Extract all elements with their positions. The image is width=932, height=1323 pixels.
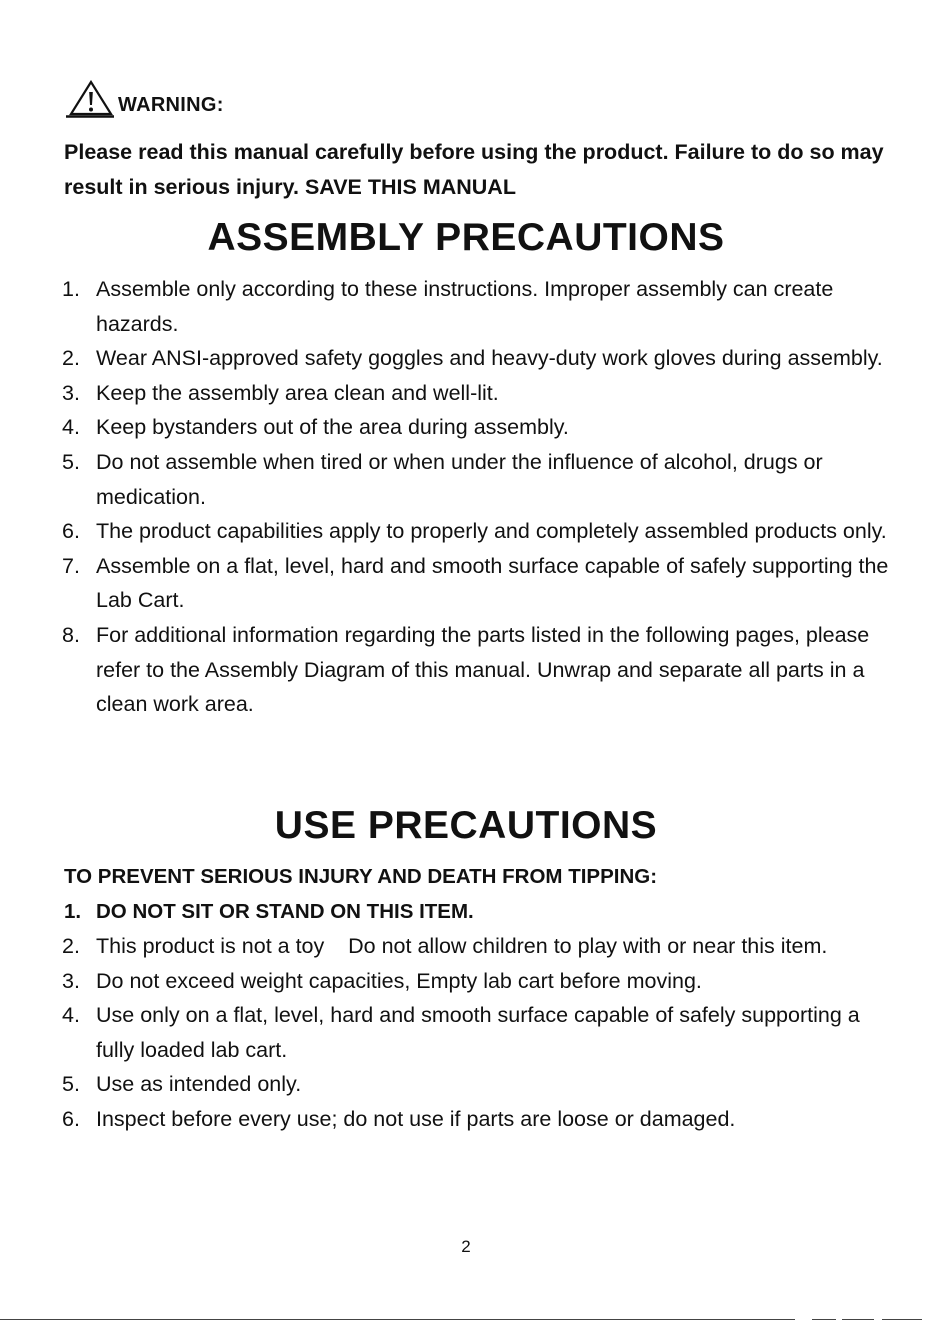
item-number: 4.: [62, 1003, 80, 1028]
list-item: [62, 1102, 892, 1137]
list-item: [62, 549, 892, 618]
item-number: 8.: [62, 622, 80, 647]
page-number: 2: [461, 1237, 471, 1256]
assembly-precautions-list: [62, 272, 892, 722]
item-number: 1.: [64, 900, 82, 923]
list-item: [62, 929, 892, 964]
item-number: 6.: [62, 519, 80, 544]
item-text: Do not exceed weight capacities, Empty lab cart before moving.: [96, 968, 702, 993]
item-number: 4.: [62, 415, 80, 440]
list-item: [62, 445, 892, 514]
item-number: 7.: [62, 553, 80, 578]
footer-divider: [812, 1319, 836, 1320]
item-text: Use only on a flat, level, hard and smooth surface capable of safely supporting a fully loaded lab cart.: [96, 1003, 860, 1062]
item-number: 5.: [62, 449, 80, 474]
warning-header: [64, 78, 224, 118]
item-text: Use as intended only.: [96, 1072, 302, 1097]
item-text: This product is not a toy Do not allow children to play with or near this item.: [96, 934, 828, 958]
item-text: The product capabilities apply to properly and completely assembled products only.: [96, 519, 887, 544]
item-number: 6.: [62, 1106, 80, 1131]
footer-divider: [882, 1319, 922, 1320]
item-number: 5.: [62, 1072, 80, 1097]
item-number: 3.: [62, 380, 80, 405]
item-text: Keep the assembly area clean and well-lit.: [96, 380, 499, 405]
assembly-precautions-heading: ASSEMBLY PRECAUTIONS: [207, 216, 725, 259]
item-text: Assemble on a flat, level, hard and smooth surface capable of safely supporting the Lab Cart.: [96, 553, 889, 613]
list-item: [62, 272, 892, 341]
list-item: [62, 341, 892, 376]
item-text: Wear ANSI-approved safety goggles and heavy-duty work gloves during assembly.: [96, 346, 883, 371]
item-text: Keep bystanders out of the area during assembly.: [96, 415, 569, 440]
item-text: DO NOT SIT OR STAND ON THIS ITEM.: [96, 900, 474, 923]
item-text: For additional information regarding the parts listed in the following pages, please refer to the Assembly Diagram of this manual. Unwrap and separate all parts in a clean work area.: [96, 622, 870, 717]
list-item: [62, 964, 892, 999]
item-text: Do not assemble when tired or when under the influence of alcohol, drugs or medication.: [96, 449, 823, 509]
list-item: [62, 410, 892, 445]
rule-do-not-sit: [64, 900, 474, 924]
item-number: 1.: [62, 277, 80, 301]
list-item: [62, 618, 892, 722]
warning-text: Please read this manual carefully before using the product. Failure to do so may result in serious injury. SAVE THIS MANUAL: [64, 140, 884, 199]
tipping-warning-subheading: TO PREVENT SERIOUS INJURY AND DEATH FROM TIPPING:: [64, 865, 658, 888]
use-precautions-heading: USE PRECAUTIONS: [274, 804, 658, 847]
list-item: [62, 1067, 892, 1102]
use-precautions-list: [62, 929, 892, 1137]
item-number: 2.: [62, 346, 80, 371]
list-item: [62, 998, 892, 1067]
item-text: Assemble only according to these instructions. Improper assembly can create hazards.: [96, 277, 834, 336]
footer-divider: [842, 1319, 874, 1320]
list-item: [62, 376, 892, 411]
item-number: 3.: [62, 968, 80, 993]
item-text: Inspect before every use; do not use if parts are loose or damaged.: [96, 1106, 736, 1131]
list-item: [62, 514, 892, 549]
footer-divider: [0, 1319, 795, 1320]
warning-label: WARNING:: [118, 94, 224, 116]
item-number: 2.: [62, 934, 80, 958]
warning-triangle-icon: [64, 80, 116, 118]
